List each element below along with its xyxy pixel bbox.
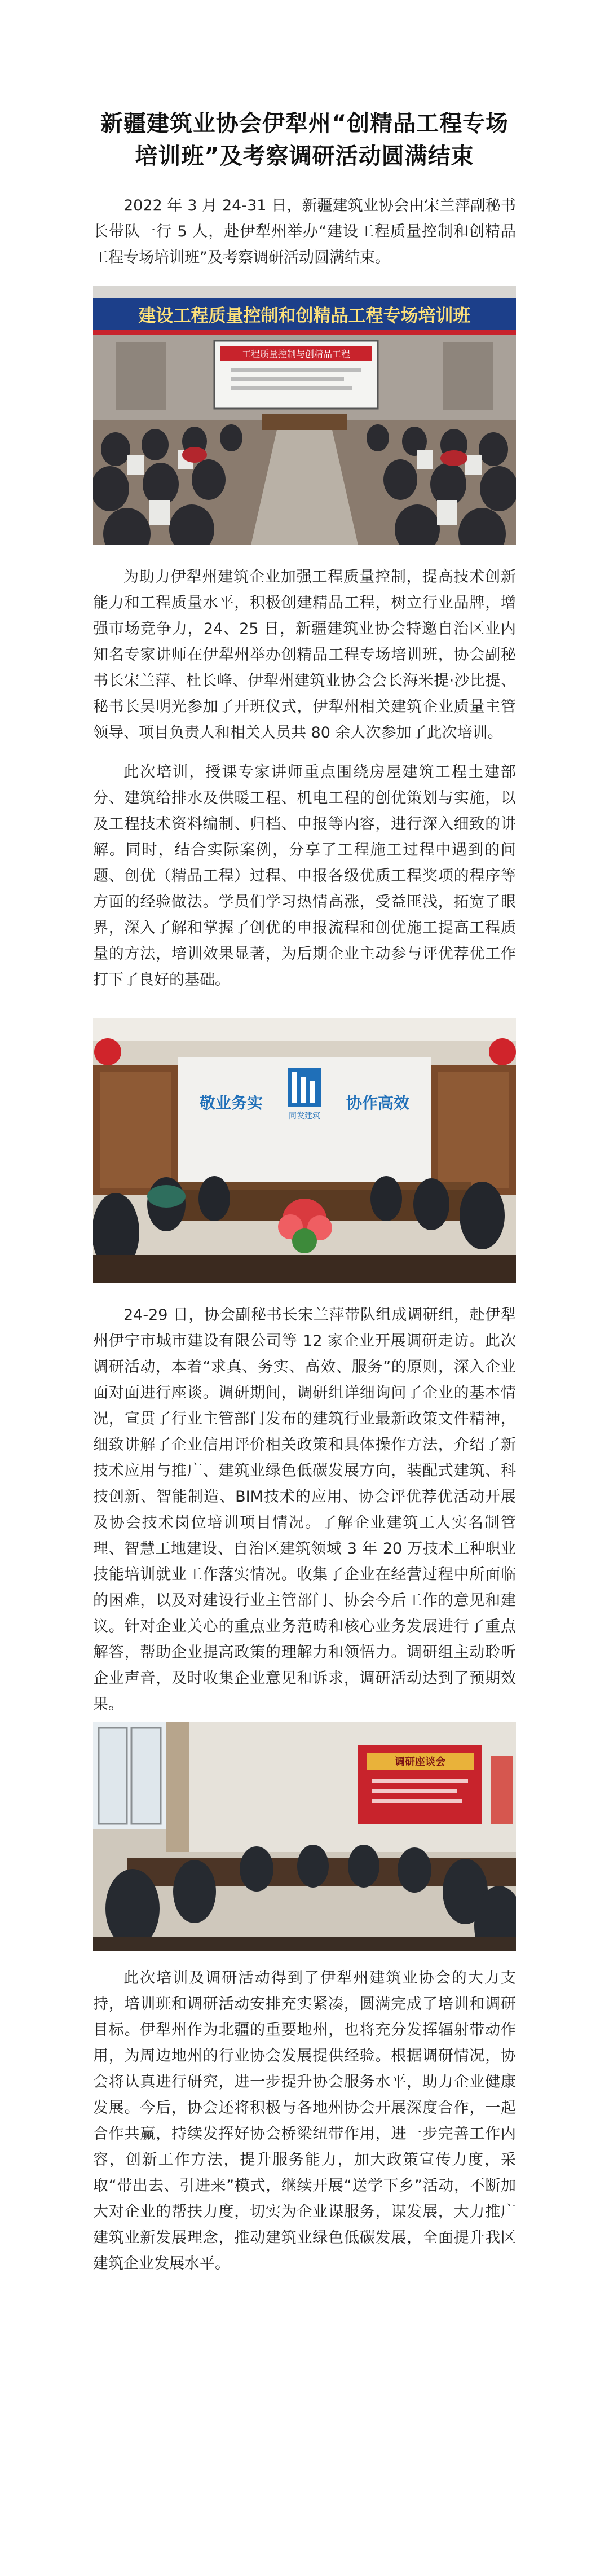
paragraph-2: 为助力伊犁州建筑企业加强工程质量控制，提高技术创新能力和工程质量水平，积极创建精品工程，树立行业品牌，增强市场竞争力，24、25 日，新疆建筑业协会特邀自治区业内知名专家讲师在伊犁州举办创精品工程专场培训班，协会副秘书长宋兰萍、杜长峰、伊犁州建筑业协会会长海米提·沙比提、秘书长吴明光参加了开班仪式，伊犁州相关建筑企业质量主管领导、项目负责人和相关人员共 80 余人次参加了此次培训。 [93,568,516,741]
screen-title: 调研座谈会 [395,1756,445,1768]
meeting-room-photo [93,1018,516,1283]
wall-slogan-left: 敬业务实 [199,1094,263,1112]
title-line-1: 新疆建筑业协会伊犁州“创精品工程专场 [100,111,509,137]
logo-text: 同发建筑 [289,1112,320,1121]
training-class-illustration [93,286,516,545]
paragraph-4: 24-29 日，协会副秘书长宋兰萍带队组成调研组，赴伊犁州伊宁市城市建设有限公司等 12 家企业开展调研走访。此次调研活动，本着“求真、务实、高效、服务”的原则，深入企业面对面进行座谈。调研期间，调研组详细询问了企业的基本情况，宣贯了行业主管部门发布的建筑行业最新政策文件精神，细致讲解了企业信用评价相关政策和具体操作方法，介绍了新技术应用与推广、建筑业绿色低碳发展方向，装配式建筑、科技创新、智能制造、BIM技术的应用、协会评优荐优活动开展及协会技术岗位培训项目情况。了解企业建筑工人实名制管理、智慧工地建设、自治区建筑领域 3 年 20 万技术工种职业技能培训就业工作落实情况。收集了企业在经营过程中所面临的困难，以及对建设行业主管部门、协会今后工作的意见和建议。针对企业关心的重点业务范畴和核心业务发展进行了重点解答，帮助企业提高政策的理解力和领悟力。调研组主动聆听企业声音，及时收集企业意见和诉求，调研活动达到了预期效果。 [93,1306,516,1713]
banner-text: 建设工程质量控制和创精品工程专场培训班 [138,306,471,326]
meeting-room-illustration [93,1018,516,1283]
research-symposium-photo [93,1722,516,1951]
wall-slogan-right: 协作高效 [346,1094,410,1112]
paragraph-3: 此次培训，授课专家讲师重点围绕房屋建筑工程土建部分、建筑给排水及供暖工程、机电工程的创优策划与实施，以及工程技术资料编制、归档、申报等内容，进行深入细致的讲解。同时，结合实际案例，分享了工程施工过程中遇到的问题、创优（精品工程）过程、申报各级优质工程奖项的程序等方面的经验做法。学员们学习热情高涨，受益匪浅，拓宽了眼界，深入了解和掌握了创优的申报流程和创优施工提高工程质量的方法，培训效果显著，为后期企业主动参与评优荐优工作打下了良好的基础。 [93,763,516,989]
training-class-photo [93,286,516,545]
title-line-2: 培训班”及考察调研活动圆满结束 [135,143,474,169]
article-title [93,0,516,173]
screen-text: 工程质量控制与创精品工程 [241,349,351,359]
research-symposium-illustration [93,1722,516,1951]
paragraph-1: 2022 年 3 月 24-31 日，新疆建筑业协会由宋兰萍副秘书长带队一行 5 人，赴伊犁州举办“建设工程质量控制和创精品工程专场培训班”及考察调研活动圆满结束。 [93,197,516,266]
paragraph-5: 此次培训及调研活动得到了伊犁州建筑业协会的大力支持，培训班和调研活动安排充实紧凑，圆满完成了培训和调研目标。伊犁州作为北疆的重要地州，也将充分发挥辐射带动作用，为周边地州的行业协会发展提供经验。根据调研情况，协会将认真进行研究，进一步提升协会服务水平，助力企业健康发展。今后，协会还将积极与各地州协会开展深度合作，一起合作共赢，持续发挥好协会桥梁纽带作用，进一步完善工作内容，创新工作方法，提升服务能力，加大政策宣传力度，采取“带出去、引进来”模式，继续开展“送学下乡”活动，不断加大对企业的帮扶力度，切实为企业谋服务，谋发展，大力推广建筑业新发展理念，推动建筑业绿色低碳发展，全面提升我区建筑企业发展水平。 [93,1969,516,2272]
